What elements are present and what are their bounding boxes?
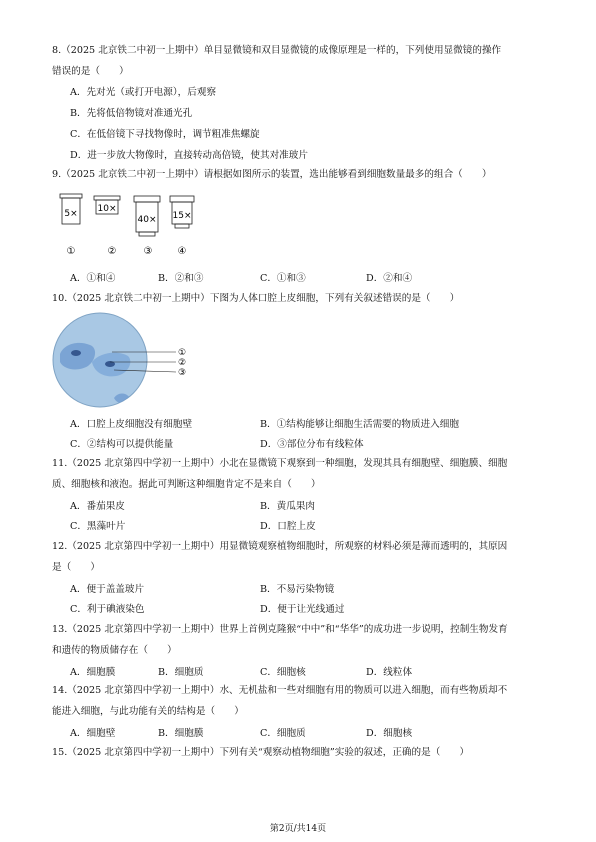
cheek-cell-figure xyxy=(52,312,202,412)
question-12-stem-line2: 是（ ） xyxy=(52,562,100,573)
question-11-stem-line2: 质、细胞核和液泡。据此可判断这种细胞肯定不是来自（ ） xyxy=(52,479,321,490)
question-13 xyxy=(52,619,552,661)
lens-3-label: 40× xyxy=(137,215,157,225)
lens-3 xyxy=(134,196,160,236)
lens-figure xyxy=(52,190,212,262)
option-c[interactable]: C．①和③ xyxy=(260,273,306,284)
option-b[interactable]: B．细胞膜 xyxy=(158,728,204,739)
lens-3-number: ③ xyxy=(143,246,153,257)
option-b[interactable]: B．不易污染物镜 xyxy=(260,584,335,595)
question-13-stem-line2: 和遗传的物质储存在（ ） xyxy=(52,645,177,656)
option-a[interactable]: A．先对光（或打开电源），后观察 xyxy=(70,87,217,98)
question-10 xyxy=(52,288,552,309)
option-d[interactable]: D．②和④ xyxy=(366,273,413,284)
question-9-stem: 9.（2025 北京铁二中初一上期中）请根据如图所示的装置，选出能够看到细胞数量最多的组合（ ） xyxy=(52,169,492,180)
option-c[interactable]: C．黑藻叶片 xyxy=(70,521,126,532)
option-b[interactable]: B．①结构能够让细胞生活需要的物质进入细胞 xyxy=(260,419,459,430)
lens-2-number: ② xyxy=(107,246,117,257)
question-13-stem-line1: 13.（2025 北京第四中学初一上期中）世界上首例克隆猴“中中”和“华华”的成功进一步说明，控制生物发育 xyxy=(52,624,508,635)
lens-4-number: ④ xyxy=(177,246,187,257)
lens-4 xyxy=(170,196,194,228)
option-c[interactable]: C．在低倍镜下寻找物像时，调节粗准焦螺旋 xyxy=(70,129,260,140)
lens-4-label: 15× xyxy=(172,211,192,221)
question-15-stem: 15.（2025 北京第四中学初一上期中）下列有关“观察动植物细胞”实验的叙述，正确的是（ ） xyxy=(52,747,470,758)
option-d[interactable]: D．便于让光线通过 xyxy=(260,604,345,615)
question-8-stem-line1: 8.（2025 北京铁二中初一上期中）单目显微镜和双目显微镜的成像原理是一样的，下列使用显微镜的操作 xyxy=(52,45,502,56)
question-14-stem-line2: 能进入细胞，与此功能有关的结构是（ ） xyxy=(52,706,244,717)
option-a[interactable]: A．番茄果皮 xyxy=(70,501,125,512)
option-c[interactable]: C．利于碘液染色 xyxy=(70,604,145,615)
label-3: ③ xyxy=(178,368,187,378)
option-c[interactable]: C．②结构可以提供能量 xyxy=(70,439,174,450)
option-d[interactable]: D．细胞核 xyxy=(366,728,413,739)
label-2: ② xyxy=(178,358,187,368)
option-d[interactable]: D．③部位分布有线粒体 xyxy=(260,439,364,450)
lens-1-label: 5× xyxy=(64,209,78,219)
option-b[interactable]: B．先将低倍物镜对准通光孔 xyxy=(70,108,193,119)
option-d[interactable]: D．口腔上皮 xyxy=(260,521,316,532)
question-8 xyxy=(52,40,552,82)
question-9 xyxy=(52,164,552,185)
option-d[interactable]: D．进一步放大物像时，直接转动高倍镜，使其对准玻片 xyxy=(70,150,308,161)
lens-2 xyxy=(94,196,120,214)
page-number: 第2页/共14页 xyxy=(269,824,327,834)
question-11 xyxy=(52,453,552,495)
option-d[interactable]: D．线粒体 xyxy=(366,667,413,678)
question-14-stem-line1: 14.（2025 北京第四中学初一上期中）水、无机盐和一些对细胞有用的物质可以进入细胞，而有些物质却不 xyxy=(52,685,508,696)
option-a[interactable]: A．细胞膜 xyxy=(70,667,116,678)
option-a[interactable]: A．①和④ xyxy=(70,273,116,284)
option-c[interactable]: C．细胞质 xyxy=(260,728,306,739)
option-b[interactable]: B．细胞质 xyxy=(158,667,204,678)
nucleus xyxy=(71,350,81,356)
option-a[interactable]: A．便于盖盖玻片 xyxy=(70,584,145,595)
question-14 xyxy=(52,680,552,722)
question-10-stem: 10.（2025 北京铁二中初一上期中）下图为人体口腔上皮细胞，下列有关叙述错误的是（ ） xyxy=(52,293,460,304)
question-8-options xyxy=(70,82,308,166)
label-1: ① xyxy=(178,348,187,358)
question-12 xyxy=(52,536,552,578)
lens-1-number: ① xyxy=(66,246,76,257)
option-b[interactable]: B．②和③ xyxy=(158,273,204,284)
option-a[interactable]: A．细胞壁 xyxy=(70,728,116,739)
option-a[interactable]: A．口腔上皮细胞没有细胞壁 xyxy=(70,419,193,430)
option-b[interactable]: B．黄瓜果肉 xyxy=(260,501,316,512)
question-15 xyxy=(52,742,552,763)
question-8-stem-line2: 错误的是（ ） xyxy=(52,66,129,77)
question-12-stem-line1: 12.（2025 北京第四中学初一上期中）用显微镜观察植物细胞时，所观察的材料必须是薄而透明的，其原因 xyxy=(52,541,508,552)
question-11-stem-line1: 11.（2025 北京第四中学初一上期中）小北在显微镜下观察到一种细胞，发现其具有细胞壁、细胞膜、细胞 xyxy=(52,458,508,469)
lens-2-label: 10× xyxy=(97,204,117,214)
option-c[interactable]: C．细胞核 xyxy=(260,667,306,678)
lens-1 xyxy=(60,194,82,224)
